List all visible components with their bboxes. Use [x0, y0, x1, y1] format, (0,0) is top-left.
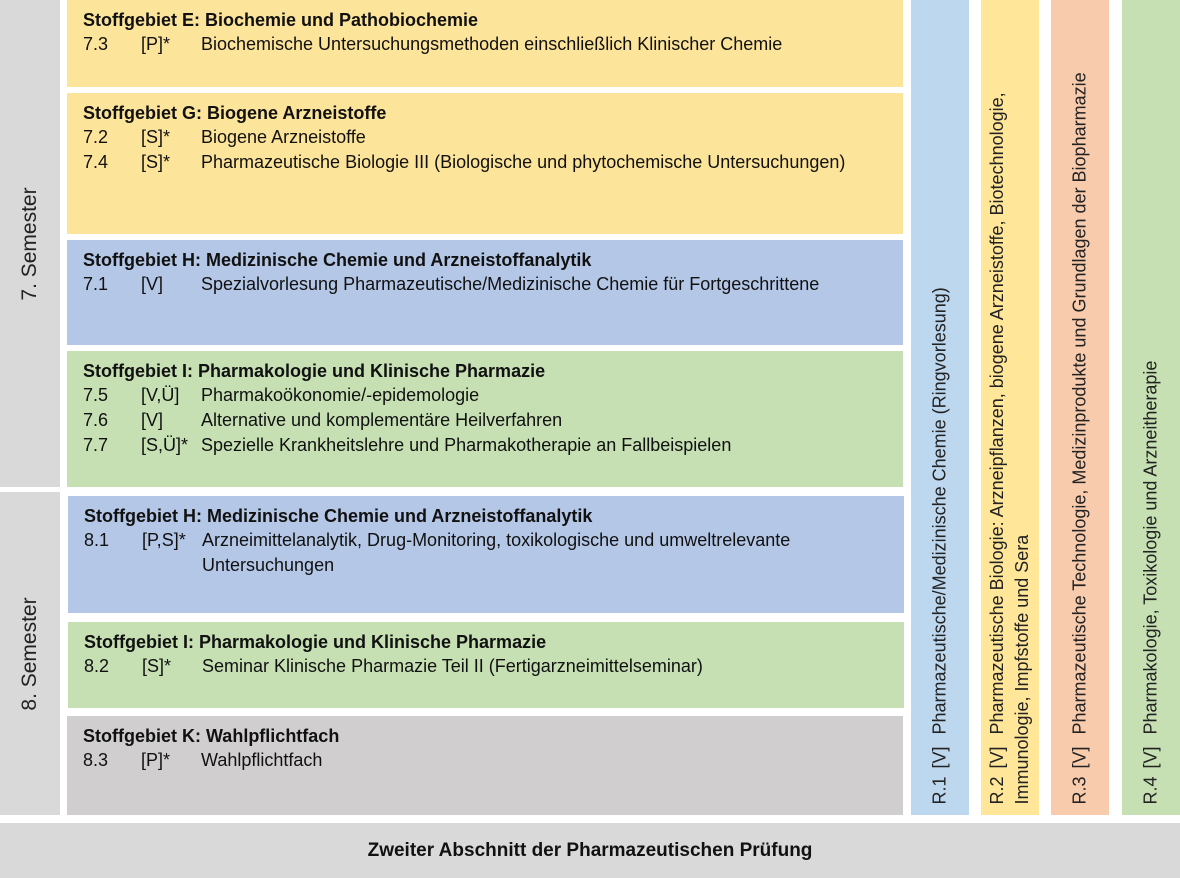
course-number: 8.3	[83, 750, 109, 770]
course-block	[67, 0, 903, 87]
course-row	[83, 383, 887, 408]
course-type: [S,Ü]*	[141, 435, 189, 455]
block-title: Stoffgebiet H: Medizinische Chemie und Arzneistoffanalytik	[84, 506, 593, 526]
course-row	[84, 654, 888, 679]
ring-type: [V]	[1069, 745, 1090, 768]
course-number: 7.6	[83, 410, 109, 430]
course-row	[83, 748, 887, 773]
course-type: [S]*	[141, 127, 171, 147]
course-row	[83, 150, 887, 175]
course-number: 7.7	[83, 435, 109, 455]
course-number: 7.3	[83, 34, 109, 54]
course-row	[83, 32, 887, 57]
course-type: [S]*	[141, 152, 171, 172]
ring-code: R.2	[987, 775, 1007, 804]
course-number: 7.1	[83, 274, 109, 294]
ring-title: Pharmakologie, Toxikologie und Arzneitherapie	[1140, 360, 1161, 734]
course-type: [P,S]*	[142, 530, 186, 550]
course-row	[83, 125, 887, 150]
course-description: Pharmazeutische Biologie III (Biologische und phytochemische Untersuchungen)	[201, 152, 846, 172]
course-number: 7.5	[83, 385, 109, 405]
course-type: [V,Ü]	[141, 385, 180, 405]
semester-8-bar	[0, 492, 60, 815]
course-description: Seminar Klinische Pharmazie Teil II (Fertigarzneimittelseminar)	[202, 656, 703, 676]
block-title: Stoffgebiet I: Pharmakologie und Klinische Pharmazie	[84, 632, 547, 652]
course-description: Pharmakoökonomie/-epidemologie	[201, 385, 480, 405]
ring-lecture-text	[1068, 11, 1093, 804]
ring-code: R.3	[1069, 775, 1090, 804]
course-type: [S]*	[142, 656, 172, 676]
footer-text: Zweiter Abschnitt der Pharmazeutischen Prüfung	[367, 839, 813, 861]
course-description: Spezielle Krankheitslehre und Pharmakotherapie an Fallbeispielen	[201, 435, 732, 455]
course-type: [V]	[141, 274, 164, 294]
ring-lecture-column	[1122, 0, 1180, 815]
ring-type: [V]	[929, 745, 950, 768]
ring-title: Pharmazeutische Technologie, Medizinprodukte und Grundlagen der Biopharmazie	[1069, 71, 1090, 734]
course-description: Biogene Arzneistoffe	[201, 127, 366, 147]
course-description: Wahlpflichtfach	[201, 750, 323, 770]
course-block	[67, 240, 903, 345]
ring-code: R.1	[929, 775, 950, 804]
semester-label: 8. Semester	[18, 596, 41, 711]
ring-lecture-text	[1139, 11, 1164, 804]
course-block	[68, 496, 904, 613]
course-block	[67, 351, 903, 487]
course-description: Arzneimittelanalytik, Drug-Monitoring, toxikologische und umweltrelevante Untersuchungen	[202, 530, 791, 575]
ring-lecture-column	[911, 0, 969, 815]
course-description: Spezialvorlesung Pharmazeutische/Medizinische Chemie für Fortgeschrittene	[201, 274, 820, 294]
course-type: [P]*	[141, 34, 171, 54]
course-row	[83, 272, 887, 297]
block-title: Stoffgebiet G: Biogene Arzneistoffe	[83, 103, 387, 123]
course-block	[67, 93, 903, 234]
ring-type: [V]	[987, 745, 1007, 768]
ring-title: Pharmazeutische Biologie: Arzneipflanzen, biogene Arzneistoffe, Biotechnologie, Immunologie, Impfstoffe und Sera	[987, 91, 1032, 804]
ring-type: [V]	[1140, 745, 1161, 768]
ring-lecture-text	[985, 11, 1035, 804]
ring-lecture-column	[1051, 0, 1109, 815]
semester-7-bar	[0, 0, 60, 487]
course-description: Biochemische Untersuchungsmethoden einschließlich Klinischer Chemie	[201, 34, 783, 54]
course-number: 7.4	[83, 152, 109, 172]
block-title: Stoffgebiet I: Pharmakologie und Klinische Pharmazie	[83, 361, 546, 381]
course-row	[83, 433, 887, 458]
ring-code: R.4	[1140, 775, 1161, 804]
course-type: [V]	[141, 410, 164, 430]
ring-lecture-text	[928, 11, 953, 804]
ring-lecture-column	[981, 0, 1039, 815]
course-row	[84, 528, 888, 578]
semester-label: 7. Semester	[18, 186, 41, 301]
course-number: 8.2	[84, 656, 110, 676]
course-number: 8.1	[84, 530, 110, 550]
course-number: 7.2	[83, 127, 109, 147]
course-block	[68, 622, 904, 708]
block-title: Stoffgebiet H: Medizinische Chemie und Arzneistoffanalytik	[83, 250, 592, 270]
footer-banner	[0, 823, 1180, 878]
ring-title: Pharmazeutische/Medizinische Chemie (Ringvorlesung)	[929, 286, 950, 734]
course-type: [P]*	[141, 750, 171, 770]
block-title: Stoffgebiet K: Wahlpflichtfach	[83, 726, 340, 746]
course-row	[83, 408, 887, 433]
course-description: Alternative und komplementäre Heilverfahren	[201, 410, 563, 430]
course-block	[67, 716, 903, 815]
block-title: Stoffgebiet E: Biochemie und Pathobiochemie	[83, 10, 479, 30]
